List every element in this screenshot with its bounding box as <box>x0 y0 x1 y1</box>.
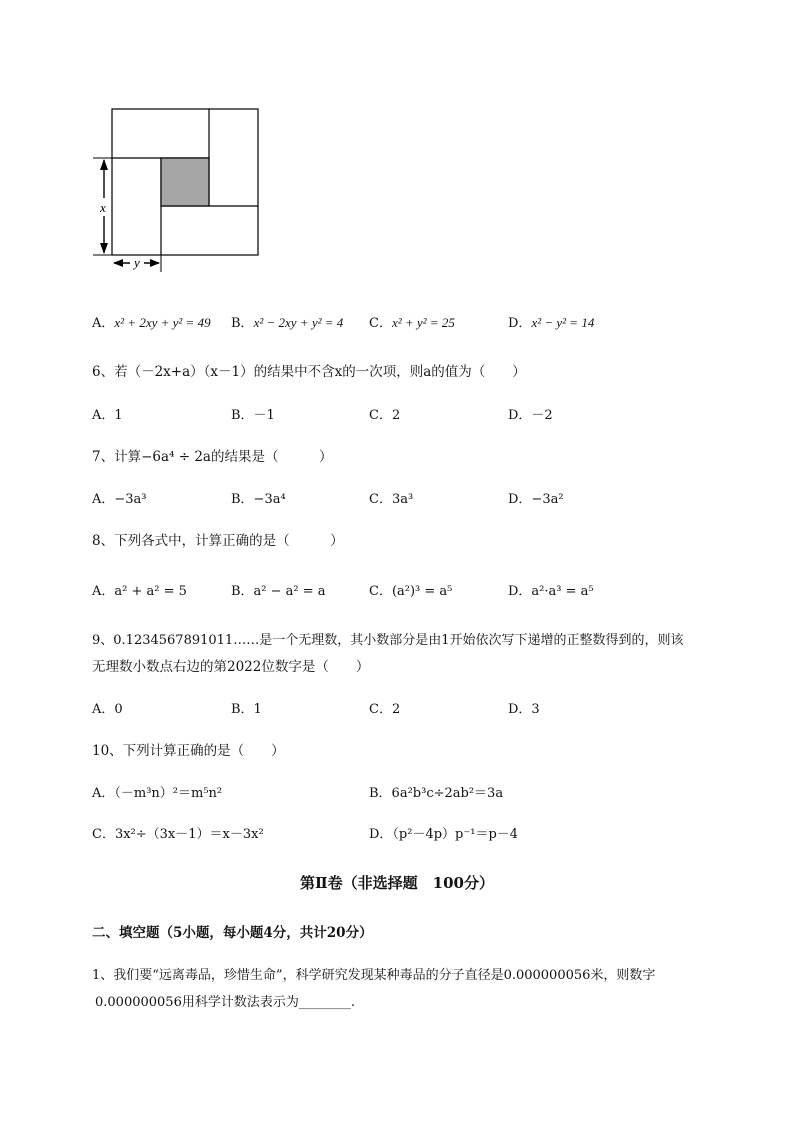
q7-stem: 7、计算−6a⁴ ÷ 2a的结果是（ ） <box>92 449 333 465</box>
q9-option-a[interactable]: A．0 <box>92 702 123 717</box>
q6-option-b[interactable]: B．－1 <box>231 408 275 423</box>
square-figure <box>88 100 268 275</box>
q5-option-d[interactable] <box>508 312 594 331</box>
q7-option-b[interactable]: B．−3a⁴ <box>231 492 286 507</box>
q5-option-a[interactable] <box>92 312 211 331</box>
q5-option-c-expr: x² + y² = 25 <box>391 315 455 330</box>
q5-option-b-expr: x² − 2xy + y² = 4 <box>253 315 344 330</box>
q6-option-c[interactable]: C．2 <box>369 408 401 423</box>
fill-q1-line2: 0.000000056用科学计数法表示为________. <box>95 995 355 1010</box>
q9-option-c[interactable]: C．2 <box>369 702 401 717</box>
q5-option-c-letter: C． <box>369 316 392 331</box>
q8-option-d[interactable]: D．a²·a³ = a⁵ <box>508 584 594 599</box>
q7-option-a[interactable]: A．−3a³ <box>92 492 147 507</box>
q5-option-c[interactable] <box>369 312 455 331</box>
y-arrow-head-right <box>150 259 160 267</box>
y-arrow-head-left <box>113 259 123 267</box>
section-heading: 二、填空题（5小题，每小题4分，共计20分） <box>92 925 373 941</box>
q10-option-b[interactable]: B．6a²b³c÷2ab²＝3a <box>369 786 504 801</box>
part2-title: 第Ⅱ卷（非选择题 100分） <box>300 874 494 892</box>
q6-option-a[interactable]: A．1 <box>92 408 123 423</box>
q8-option-b[interactable]: B．a² − a² = a <box>231 584 326 599</box>
q5-option-b-letter: B． <box>231 316 254 331</box>
shaded-square <box>161 158 209 206</box>
q6-option-d[interactable]: D．－2 <box>508 408 553 423</box>
q5-option-d-expr: x² − y² = 14 <box>531 315 595 330</box>
fill-q1-line1: 1、我们要“远离毒品，珍惜生命”，科学研究发现某种毒品的分子直径是0.000000056米，则数字 <box>92 968 656 983</box>
q9-stem-line1: 9、0.1234567891011……是一个无理数，其小数部分是由1开始依次写下递增的正整数得到的，则该 <box>92 633 684 648</box>
label-x: x <box>100 200 106 215</box>
q8-option-a[interactable]: A．a² + a² = 5 <box>92 584 187 599</box>
q9-option-d[interactable]: D．3 <box>508 702 540 717</box>
q7-option-c[interactable]: C．3a³ <box>369 492 414 507</box>
q10-stem: 10、下列计算正确的是（ ） <box>92 743 285 759</box>
label-y: y <box>134 255 140 270</box>
q8-option-c[interactable]: C．(a²)³ = a⁵ <box>369 584 453 599</box>
x-arrow-head-top <box>100 159 108 170</box>
q8-stem: 8、下列各式中，计算正确的是（ ） <box>92 533 344 549</box>
q10-option-c[interactable]: C．3x²÷（3x－1）＝x－3x² <box>92 827 264 842</box>
q6-stem: 6、若（－2x+a）（x－1）的结果中不含x的一次项，则a的值为（ ） <box>92 364 526 380</box>
q9-option-b[interactable]: B．1 <box>231 702 262 717</box>
q5-option-b[interactable] <box>231 312 343 331</box>
q10-option-d[interactable]: D．（p²－4p）p⁻¹＝p－4 <box>369 827 519 842</box>
q5-option-a-letter: A． <box>92 316 115 331</box>
q5-option-d-letter: D． <box>508 316 532 331</box>
q5-option-a-expr: x² + 2xy + y² = 49 <box>114 315 211 330</box>
q7-option-d[interactable]: D．−3a² <box>508 492 564 507</box>
x-arrow-head-bottom <box>100 243 108 254</box>
q9-stem-line2: 无理数小数点右边的第2022位数字是（ ） <box>92 659 370 675</box>
q10-option-a[interactable]: A．（－m³n）²＝m⁵n² <box>92 786 223 801</box>
